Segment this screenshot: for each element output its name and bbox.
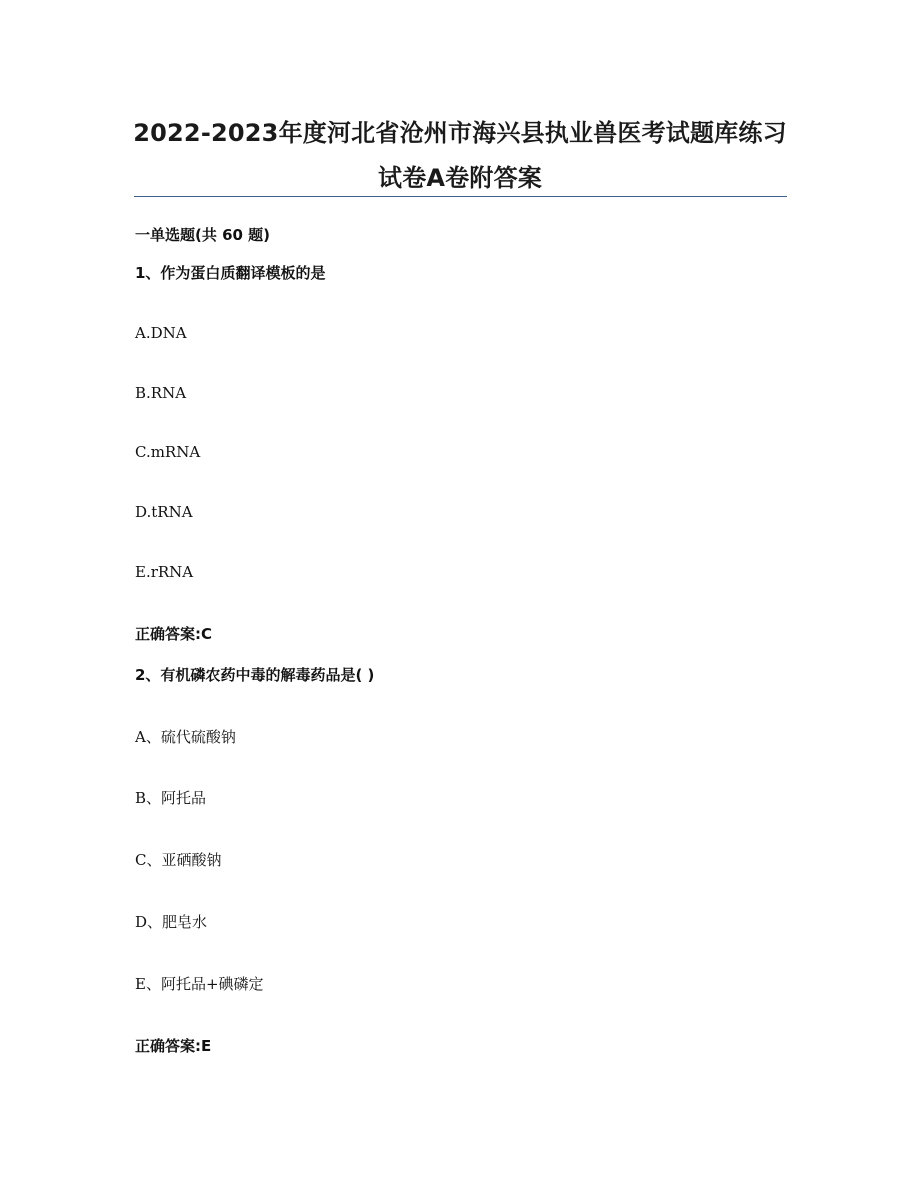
answer-option: B.RNA <box>135 384 187 402</box>
correct-answer: 正确答案:C <box>135 625 213 643</box>
answer-option: A.DNA <box>135 324 187 342</box>
answer-option: C、亚硒酸钠 <box>135 851 222 869</box>
document-title-line-1: 2022-2023年度河北省沧州市海兴县执业兽医考试题库练习 <box>133 119 787 147</box>
answer-option: A、硫代硫酸钠 <box>135 728 236 746</box>
answer-option: B、阿托品 <box>135 789 207 807</box>
document-title-line-2: 试卷A卷附答案 <box>378 164 542 192</box>
answer-option: E.rRNA <box>135 563 194 581</box>
title-divider <box>134 196 787 197</box>
correct-answer: 正确答案:E <box>135 1037 212 1055</box>
section-heading: 一单选题(共 60 题) <box>135 226 271 244</box>
answer-option: C.mRNA <box>135 443 201 461</box>
answer-option: D、肥皂水 <box>135 913 208 931</box>
answer-option: D.tRNA <box>135 503 193 521</box>
question-stem: 1、作为蛋白质翻译模板的是 <box>135 264 326 282</box>
answer-option: E、阿托品+碘磷定 <box>135 975 264 993</box>
question-stem: 2、有机磷农药中毒的解毒药品是( ) <box>135 666 375 684</box>
